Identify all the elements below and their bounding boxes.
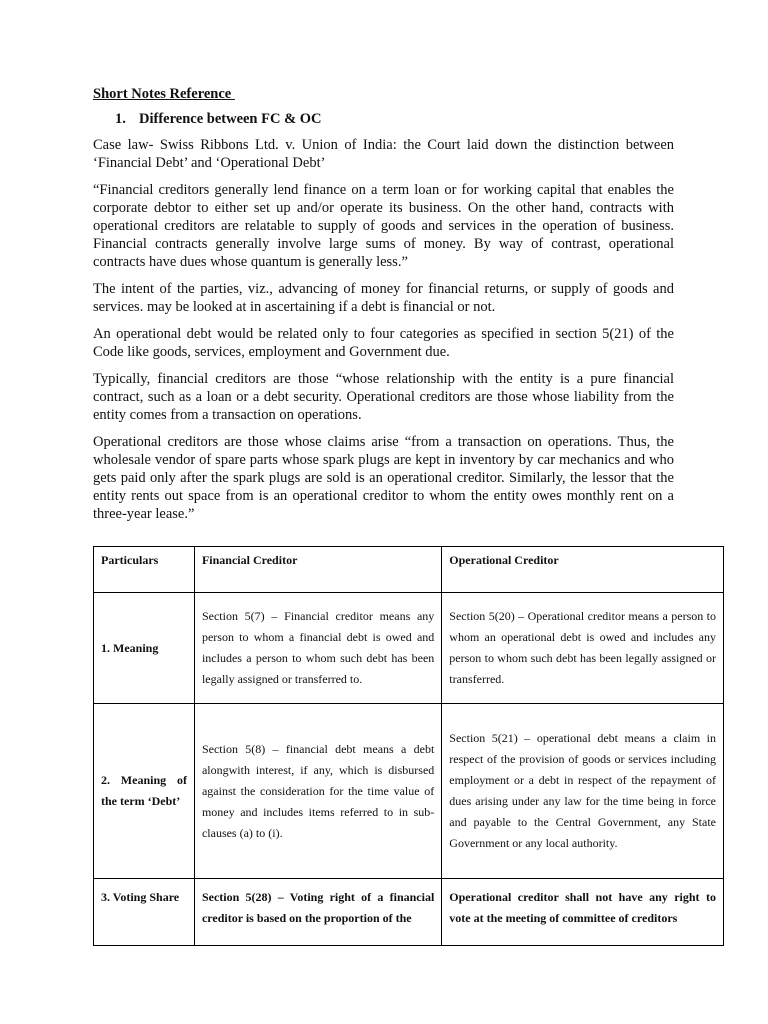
section-label: Difference between FC & OC [139,111,322,127]
table-header-row [94,547,724,593]
paragraph-typically: Typically, financial creditors are those “whose relationship with the entity is a pure financial contract, such as a loan or a debt security. Operational creditors are those whose liability from the entity comes from a transaction on operations. [93,371,674,423]
paragraph-case-law: Case law- Swiss Ribbons Ltd. v. Union of India: the Court laid down the distinction between ‘Financial Debt’ and ‘Operational Debt’ [93,137,674,171]
table-row [94,593,724,704]
header-particulars: Particulars [94,547,195,593]
cell-oc-meaning: Section 5(20) – Operational creditor means a person to whom an operational debt is owed and includes any person to whom such debt has been legally assigned or transferred. [442,593,724,704]
paragraph-quote: “Financial creditors generally lend finance on a term loan or for working capital that enables the corporate debtor to either set up and/or operate its business. On the other hand, contracts with operational creditors are relatable to supply of goods and services in the operation of business. Financial contracts generally involve large sums of money. By way of contrast, operational contracts have dues whose quantum is generally less.” [93,182,674,270]
paragraph-intent: The intent of the parties, viz., advancing of money for financial returns, or supply of goods and services. may be looked at in ascertaining if a debt is financial or not. [93,281,674,315]
header-financial-creditor: Financial Creditor [194,547,441,593]
comparison-table [93,546,724,946]
paragraph-operational-creditors: Operational creditors are those whose claims arise “from a transaction on operations. Thus, the wholesale vendor of spare parts whose spark plugs are kept in inventory by car mechanics and who gets paid only after the spark plugs are sold is an operational creditor. Similarly, the lessor that the entity rents out space from is an operational creditor to whom the entity owes monthly rent on a three-year lease.” [93,434,674,522]
section-number: 1. [115,111,126,127]
row-label-debt: 2. Meaning of the term ‘Debt’ [94,704,195,879]
paragraph-operational-debt: An operational debt would be related only to four categories as specified in section 5(21) of the Code like goods, services, employment and Government due. [93,326,674,360]
table-row [94,704,724,879]
header-operational-creditor: Operational Creditor [442,547,724,593]
cell-fc-voting: Section 5(28) – Voting right of a financial creditor is based on the proportion of the [194,879,441,946]
cell-oc-voting: Operational creditor shall not have any right to vote at the meeting of committee of creditors [442,879,724,946]
row-label-voting: 3. Voting Share [94,879,195,946]
section-heading [115,111,674,128]
row-label-meaning: 1. Meaning [94,593,195,704]
cell-fc-debt: Section 5(8) – financial debt means a debt alongwith interest, if any, which is disbursed against the consideration for the time value of money and includes items referred to in sub-clauses (a) to (i). [194,704,441,879]
document-body [93,86,674,532]
cell-fc-meaning: Section 5(7) – Financial creditor means any person to whom a financial debt is owed and includes a person to whom such debt has been legally assigned or transferred to. [194,593,441,704]
page-title: Short Notes Reference [93,86,235,102]
table-row [94,879,724,946]
cell-oc-debt: Section 5(21) – operational debt means a claim in respect of the provision of goods or services including employment or a debt in respect of the repayment of dues arising under any law for the time being in force and payable to the Central Government, any State Government or any local authority. [442,704,724,879]
